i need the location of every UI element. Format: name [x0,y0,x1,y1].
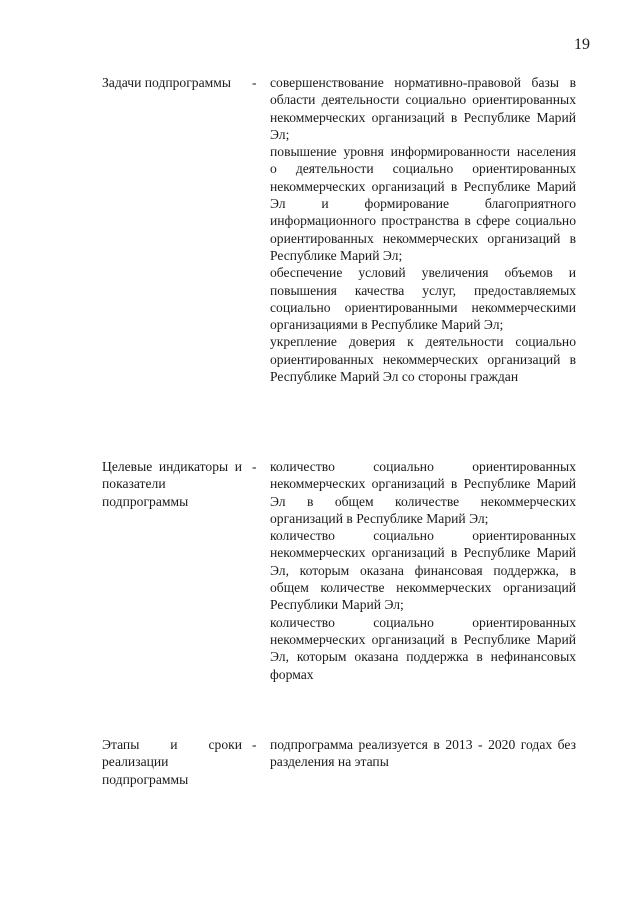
dash-separator: - [252,459,257,474]
list-item: подпрограмма реализуется в 2013 - 2020 годах без разделения на этапы [270,737,576,770]
section-content [270,736,576,771]
dash-separator: - [252,737,257,752]
list-item: количество социально ориентированных некоммерческих организаций в Республике Марий Эл в общем количестве некоммерческих организаций в Республике Марий Эл; [270,459,576,526]
section-content [270,458,576,683]
section-label: Этапы и сроки реализации подпрограммы [102,737,242,787]
list-item: количество социально ориентированных некоммерческих организаций в Республике Марий Эл, которым оказана поддержка в нефинансовых формах [270,614,576,682]
section-label: Задачи подпрограммы [102,75,231,90]
list-item: повышение уровня информированности населения о деятельности социально ориентированных некоммерческих организаций в Республике Марий Эл и формирование благоприятного информационного пространства в сфере социально ориентированных некоммерческих организаций в Республике Марий Эл; [270,144,576,263]
list-item: количество социально ориентированных некоммерческих организаций в Республике Марий Эл, которым оказана финансовая поддержка, в общем количестве некоммерческих организаций Республики Марий Эл; [270,528,576,613]
list-item: совершенствование нормативно-правовой базы в области деятельности социально ориентированных некоммерческих организаций в Республике Марий Эл; [270,75,576,142]
section-label: Целевые индикаторы и показатели подпрограммы [102,459,242,509]
list-item: укрепление доверия к деятельности социально ориентированных некоммерческих организаций в Республике Марий Эл со стороны граждан [270,334,576,385]
dash-separator: - [252,75,257,90]
list-item: обеспечение условий увеличения объемов и повышения качества услуг, предоставляемых социально ориентированными некоммерческими организациями в Республике Марий Эл; [270,265,576,333]
page-number: 19 [574,36,590,53]
section-content [270,74,576,385]
